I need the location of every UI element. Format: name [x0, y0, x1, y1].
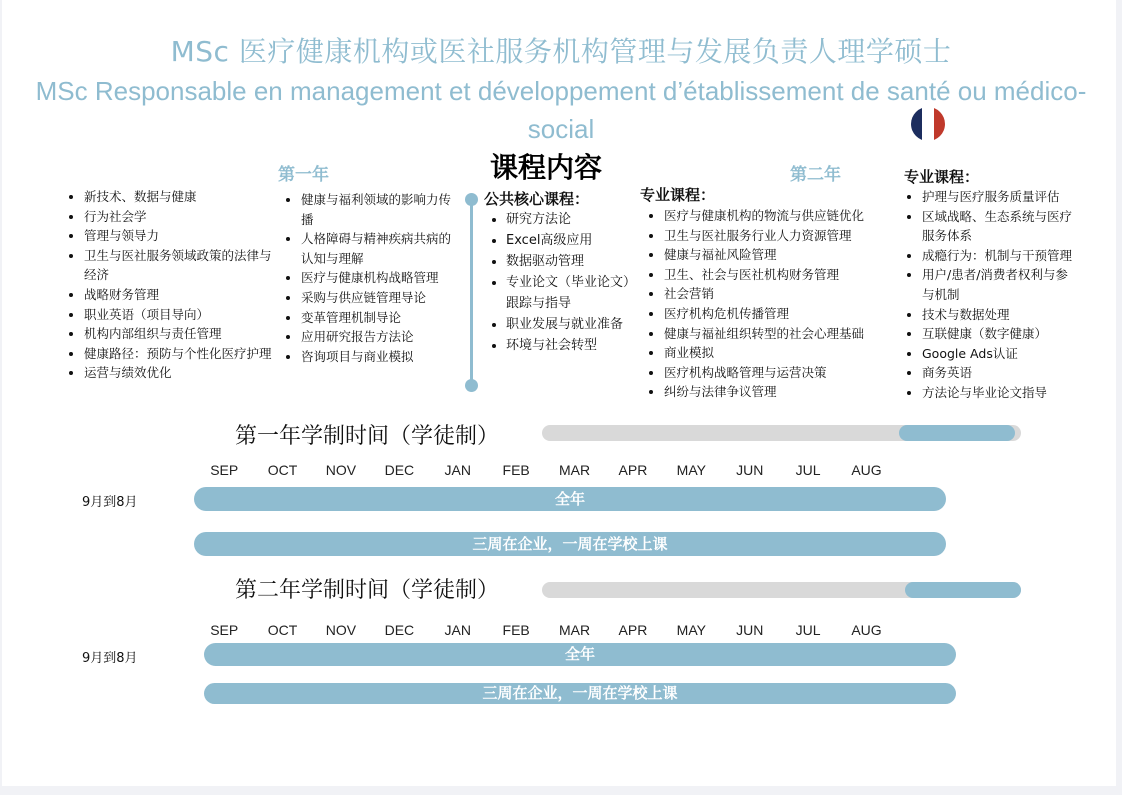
- spec-course-item: • 护理与医疗服务质量评估: [922, 187, 1080, 207]
- schedule1-full-year-bar: 全年: [194, 487, 946, 511]
- month-label: OCT: [267, 462, 298, 478]
- schedule1-rhythm-bar: 三周在企业，一周在学校上课: [194, 532, 946, 556]
- schedule2-rhythm-bar: 三周在企业，一周在学校上课: [204, 683, 956, 704]
- month-label: SEP: [210, 622, 239, 638]
- course-item: • 健康路径：预防与个性化医疗护理: [84, 344, 280, 364]
- course-item: • 咨询项目与商业模拟: [301, 347, 459, 367]
- spec-course-item: • 卫生与医社服务行业人力资源管理: [664, 226, 902, 246]
- spec-course-item: • 纠纷与法律争议管理: [664, 382, 902, 402]
- course-item: • 采购与供应链管理导论: [301, 288, 459, 308]
- course-item: • 健康与福利领域的影响力传播: [301, 190, 459, 229]
- spec-course-item: • 商业模拟: [664, 343, 902, 363]
- spec1-course-list: [646, 206, 902, 402]
- schedule1-title: 第一年学制时间（学徒制）: [235, 424, 500, 449]
- spec-course-item: • 商务英语: [922, 363, 1080, 383]
- core-course-list: [488, 209, 646, 356]
- month-label: OCT: [267, 622, 298, 638]
- schedule2-months: [195, 622, 896, 638]
- course-item: • 卫生与医社服务领域政策的法律与经济: [84, 246, 280, 285]
- month-label: APR: [618, 622, 648, 638]
- core-course-item: • 职业发展与就业准备: [506, 314, 646, 335]
- timeline-dot-bottom: [465, 379, 478, 392]
- course-item: • 机构内部组织与责任管理: [84, 324, 280, 344]
- spec-course-item: • 医疗机构危机传播管理: [664, 304, 902, 324]
- month-label: MAY: [676, 622, 706, 638]
- spec-course-item: • 技术与数据处理: [922, 305, 1080, 325]
- curriculum-title: 课程内容: [490, 151, 603, 184]
- spec2-course-list: [904, 187, 1080, 403]
- schedule1-months: [195, 462, 896, 478]
- core-course-item: • Excel高级应用: [506, 230, 646, 251]
- course-item: • 医疗与健康机构战略管理: [301, 268, 459, 288]
- core-course-item: • 环境与社会转型: [506, 335, 646, 356]
- spec-course-item: • 用户/患者/消费者权利与参与机制: [922, 265, 1080, 304]
- month-label: APR: [618, 462, 648, 478]
- course-item: • 新技术、数据与健康: [84, 187, 280, 207]
- course-item: • 管理与领导力: [84, 226, 280, 246]
- month-label: JUN: [736, 462, 764, 478]
- course-item: • 人格障碍与精神疾病共病的认知与理解: [301, 229, 459, 268]
- month-label: AUG: [851, 622, 882, 638]
- schedule2-title: 第二年学制时间（学徒制）: [235, 578, 500, 603]
- month-label: FEB: [502, 462, 530, 478]
- course-item: • 战略财务管理: [84, 285, 280, 305]
- timeline-dot-top: [465, 193, 478, 206]
- title-chinese: MSc 医疗健康机构或医社服务机构管理与发展负责人理学硕士: [170, 35, 952, 68]
- month-label: MAR: [558, 622, 591, 638]
- month-label: DEC: [384, 462, 415, 478]
- month-label: JUL: [795, 462, 821, 478]
- year1-label: 第一年: [278, 165, 329, 185]
- schedule2-full-year-bar: 全年: [204, 643, 956, 666]
- month-label: JUL: [795, 622, 821, 638]
- spec-course-item: • 医疗机构战略管理与运营决策: [664, 363, 902, 383]
- schedule2-progress-track: [542, 582, 1021, 598]
- month-label: SEP: [210, 462, 239, 478]
- schedule2-row-label: 9月到8月: [82, 651, 138, 666]
- title-french: MSc Responsable en management et développement d’établissement de santé ou médico-social: [35, 76, 1087, 144]
- timeline-line: [470, 200, 473, 386]
- schedule1-progress-fill: [899, 425, 1015, 441]
- spec-course-item: • 健康与福祉组织转型的社会心理基础: [664, 324, 902, 344]
- schedule1-progress-track: [542, 425, 1021, 441]
- spec-course-item: • 互联健康（数字健康）: [922, 324, 1080, 344]
- core-courses-heading: 公共核心课程：: [484, 190, 590, 208]
- core-course-item: • 研究方法论: [506, 209, 646, 230]
- spec-course-item: • 卫生、社会与医社机构财务管理: [664, 265, 902, 285]
- month-label: JUN: [736, 622, 764, 638]
- france-flag-icon: [911, 107, 945, 141]
- spec1-heading: 专业课程：: [640, 186, 716, 204]
- year1-course-list-left: [66, 187, 280, 383]
- core-course-item: • 专业论文（毕业论文）跟踪与指导: [506, 272, 646, 314]
- month-label: DEC: [384, 622, 415, 638]
- month-label: FEB: [502, 622, 530, 638]
- month-label: MAR: [558, 462, 591, 478]
- schedule1-row-label: 9月到8月: [82, 495, 138, 510]
- spec-course-item: • 健康与福祉风险管理: [664, 245, 902, 265]
- course-item: • 行为社会学: [84, 207, 280, 227]
- core-course-item: • 数据驱动管理: [506, 251, 646, 272]
- spec2-heading: 专业课程：: [904, 168, 980, 186]
- course-item: • 应用研究报告方法论: [301, 327, 459, 347]
- month-label: NOV: [325, 622, 357, 638]
- spec-course-item: • 社会营销: [664, 284, 902, 304]
- course-item: • 运营与绩效优化: [84, 363, 280, 383]
- month-label: MAY: [676, 462, 706, 478]
- spec-course-item: • 区域战略、生态系统与医疗服务体系: [922, 207, 1080, 246]
- year1-course-list-right: [283, 190, 459, 366]
- month-label: JAN: [444, 462, 471, 478]
- month-label: AUG: [851, 462, 882, 478]
- course-item: • 变革管理机制导论: [301, 308, 459, 328]
- spec-course-item: • Google Ads认证: [922, 344, 1080, 364]
- year2-label: 第二年: [790, 165, 841, 185]
- spec-course-item: • 方法论与毕业论文指导: [922, 383, 1080, 403]
- spec-course-item: • 成瘾行为：机制与干预管理: [922, 246, 1080, 266]
- course-item: • 职业英语（项目导向）: [84, 305, 280, 325]
- schedule2-progress-fill: [905, 582, 1021, 598]
- month-label: NOV: [325, 462, 357, 478]
- month-label: JAN: [444, 622, 471, 638]
- spec-course-item: • 医疗与健康机构的物流与供应链优化: [664, 206, 902, 226]
